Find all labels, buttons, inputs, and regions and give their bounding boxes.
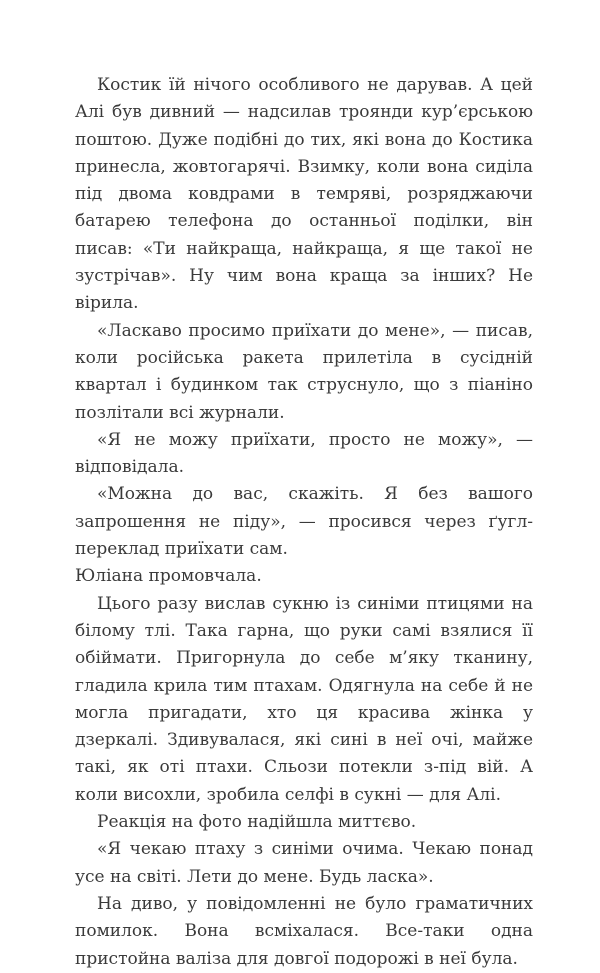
paragraph-4: «Можна до вас, скажіть. Я без вашого запрошення не піду», — просився через ґугл-переклад приїхати сам. — [75, 484, 533, 560]
paragraph-8: «Я чекаю птаху з синіми очима. Чекаю понад усе на світі. Лети до мене. Будь ласка». — [75, 839, 533, 887]
book-page-text — [75, 72, 533, 973]
paragraph-2: «Ласкаво просимо приїхати до мене», — писав, коли російська ракета прилетіла в сусідній квартал і будинком так струснуло, що з піаніно позлітали всі журнали. — [75, 320, 533, 423]
paragraph-7: Реакція на фото надійшла миттєво. — [97, 812, 417, 833]
paragraph-6: Цього разу вислав сукню із синіми птицями на білому тлі. Така гарна, що руки самі взялися її обіймати. Пригорнула до себе м’яку тканину, гладила крила тим птахам. Одягнула на себе й не могла пригадати, хто ця красива жінка у дзеркалі. Здивувалася, які сині в неї очі, майже такі, як оті птахи. Сльози потекли з-під вій. А коли висохли, зробила селфі в сукні — для Алі. — [75, 593, 533, 805]
paragraph-9: На диво, у повідомленні не було граматичних помилок. Вона всміхалася. Все-таки одна пристойна валіза для довгої подорожі в неї була. — [75, 893, 533, 969]
paragraph-5: Юліана промовчала. — [75, 566, 262, 587]
paragraph-1: Костик їй нічого особливого не дарував. А цей Алі був дивний — надсилав троянди кур’єрською поштою. Дуже подібні до тих, які вона до Костика принесла, жовтогарячі. Взимку, коли вона сиділа під двома ковдрами в темряві, розряджаючи батарею телефона до останньої поділки, він писав: «Ти найкраща, найкраща, я ще такої не зустрічав». Ну чим вона краща за інших? Не вірила. — [75, 75, 533, 314]
paragraph-3: «Я не можу приїхати, просто не можу», — відповідала. — [75, 429, 533, 478]
